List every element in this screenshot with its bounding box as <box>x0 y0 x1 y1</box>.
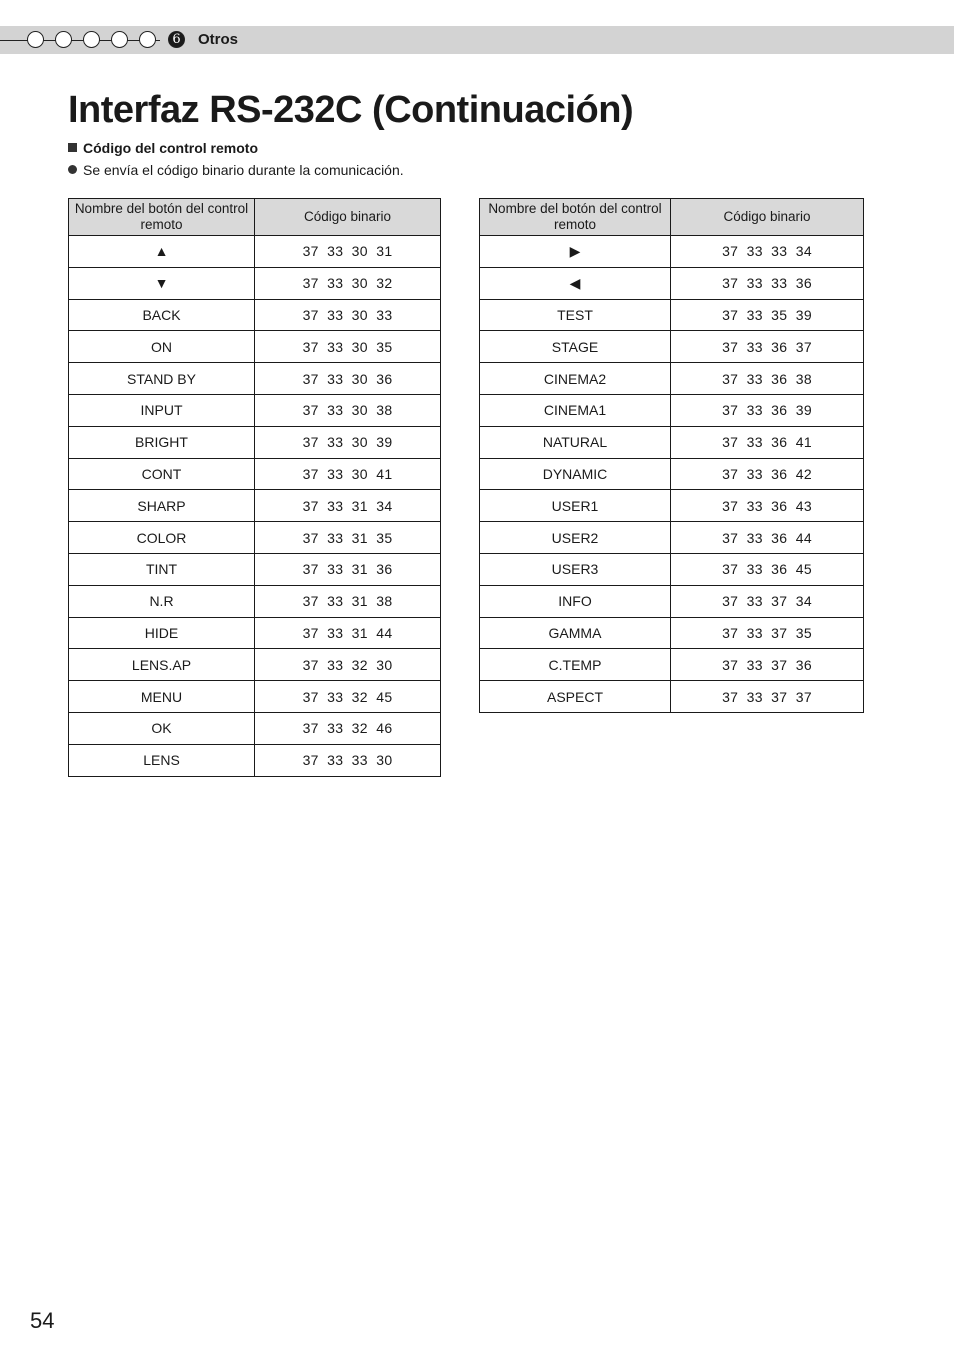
table-row <box>480 458 864 490</box>
button-name-cell: ▶ <box>480 236 671 268</box>
table-row <box>69 363 441 395</box>
table-row <box>480 649 864 681</box>
binary-code-cell: 37 33 33 30 <box>255 744 441 776</box>
table-row <box>480 299 864 331</box>
table-row <box>69 617 441 649</box>
button-name-cell: USER3 <box>480 553 671 585</box>
binary-code-cell: 37 33 30 38 <box>255 394 441 426</box>
subheading-text: Código del control remoto <box>83 140 258 156</box>
note-text: Se envía el código binario durante la comunicación. <box>83 162 404 178</box>
binary-code-cell: 37 33 32 30 <box>255 649 441 681</box>
table-row <box>69 649 441 681</box>
binary-code-cell: 37 33 30 31 <box>255 236 441 268</box>
binary-code-cell: 37 33 30 41 <box>255 458 441 490</box>
subheading <box>68 139 258 157</box>
chapter-dot-4-icon <box>111 31 128 48</box>
button-name-cell: COLOR <box>69 522 255 554</box>
table-row <box>480 490 864 522</box>
binary-code-cell: 37 33 37 34 <box>671 585 864 617</box>
table-row <box>480 617 864 649</box>
button-name-cell: LENS.AP <box>69 649 255 681</box>
binary-code-cell: 37 33 31 44 <box>255 617 441 649</box>
table-row <box>69 299 441 331</box>
header-binary-code: Código binario <box>671 199 864 236</box>
binary-code-cell: 37 33 31 38 <box>255 585 441 617</box>
binary-code-cell: 37 33 36 37 <box>671 331 864 363</box>
binary-code-cell: 37 33 35 39 <box>671 299 864 331</box>
binary-code-cell: 37 33 30 36 <box>255 363 441 395</box>
button-name-cell: OK <box>69 712 255 744</box>
button-name-cell: USER2 <box>480 522 671 554</box>
table-row <box>69 236 441 268</box>
button-name-cell: STAGE <box>480 331 671 363</box>
binary-code-cell: 37 33 32 46 <box>255 712 441 744</box>
table-row <box>480 553 864 585</box>
code-table-left <box>68 198 441 777</box>
table-row <box>480 681 864 713</box>
button-name-cell: STAND BY <box>69 363 255 395</box>
binary-code-cell: 37 33 37 36 <box>671 649 864 681</box>
binary-code-cell: 37 33 33 34 <box>671 236 864 268</box>
button-name-cell: CINEMA1 <box>480 394 671 426</box>
table-row <box>480 522 864 554</box>
table-header-row <box>69 199 441 236</box>
binary-code-cell: 37 33 32 45 <box>255 681 441 713</box>
binary-code-cell: 37 33 31 36 <box>255 553 441 585</box>
button-name-cell: USER1 <box>480 490 671 522</box>
binary-code-cell: 37 33 37 37 <box>671 681 864 713</box>
button-name-cell: C.TEMP <box>480 649 671 681</box>
square-bullet-icon <box>68 143 77 152</box>
table-row <box>69 331 441 363</box>
table-row <box>69 744 441 776</box>
button-name-cell: ◀ <box>480 267 671 299</box>
button-name-cell: INFO <box>480 585 671 617</box>
page-title: Interfaz RS-232C (Continuación) <box>68 89 634 131</box>
note <box>68 161 404 179</box>
table-row <box>480 267 864 299</box>
table-row <box>480 426 864 458</box>
chapter-dot-1-icon <box>27 31 44 48</box>
button-name-cell: TEST <box>480 299 671 331</box>
table-row <box>69 490 441 522</box>
button-name-cell: TINT <box>69 553 255 585</box>
button-name-cell: LENS <box>69 744 255 776</box>
button-name-cell: DYNAMIC <box>480 458 671 490</box>
binary-code-cell: 37 33 36 42 <box>671 458 864 490</box>
table-row <box>480 585 864 617</box>
button-name-cell: MENU <box>69 681 255 713</box>
button-name-cell: ▼ <box>69 267 255 299</box>
button-name-cell: HIDE <box>69 617 255 649</box>
chapter-progress-line <box>0 40 160 41</box>
binary-code-cell: 37 33 37 35 <box>671 617 864 649</box>
button-name-cell: BACK <box>69 299 255 331</box>
binary-code-cell: 37 33 36 38 <box>671 363 864 395</box>
chapter-number-badge: 6 <box>168 31 185 48</box>
binary-code-cell: 37 33 36 45 <box>671 553 864 585</box>
button-name-cell: ON <box>69 331 255 363</box>
table-row <box>69 712 441 744</box>
table-row <box>69 553 441 585</box>
chapter-dot-3-icon <box>83 31 100 48</box>
table-row <box>480 236 864 268</box>
chapter-dot-5-icon <box>139 31 156 48</box>
table-row <box>69 394 441 426</box>
binary-code-cell: 37 33 36 41 <box>671 426 864 458</box>
button-name-cell: BRIGHT <box>69 426 255 458</box>
button-name-cell: INPUT <box>69 394 255 426</box>
binary-code-cell: 37 33 30 39 <box>255 426 441 458</box>
button-name-cell: ASPECT <box>480 681 671 713</box>
binary-code-cell: 37 33 36 43 <box>671 490 864 522</box>
header-button-name: Nombre del botón del control remoto <box>69 199 255 236</box>
table-row <box>480 394 864 426</box>
table-row <box>69 522 441 554</box>
binary-code-cell: 37 33 33 36 <box>671 267 864 299</box>
table-row <box>69 681 441 713</box>
code-table-right <box>479 198 864 713</box>
page-number: 54 <box>30 1308 55 1333</box>
table-row <box>69 267 441 299</box>
table-header-row <box>480 199 864 236</box>
table-row <box>480 363 864 395</box>
button-name-cell: CONT <box>69 458 255 490</box>
table-row <box>69 426 441 458</box>
binary-code-cell: 37 33 36 44 <box>671 522 864 554</box>
button-name-cell: CINEMA2 <box>480 363 671 395</box>
button-name-cell: SHARP <box>69 490 255 522</box>
header-binary-code: Código binario <box>255 199 441 236</box>
table-row <box>480 331 864 363</box>
button-name-cell: N.R <box>69 585 255 617</box>
binary-code-cell: 37 33 30 35 <box>255 331 441 363</box>
binary-code-cell: 37 33 31 35 <box>255 522 441 554</box>
button-name-cell: NATURAL <box>480 426 671 458</box>
header-button-name: Nombre del botón del control remoto <box>480 199 671 236</box>
round-bullet-icon <box>68 165 77 174</box>
button-name-cell: ▲ <box>69 236 255 268</box>
section-name: Otros <box>198 31 239 48</box>
button-name-cell: GAMMA <box>480 617 671 649</box>
table-row <box>69 458 441 490</box>
binary-code-cell: 37 33 30 33 <box>255 299 441 331</box>
table-row <box>69 585 441 617</box>
binary-code-cell: 37 33 31 34 <box>255 490 441 522</box>
binary-code-cell: 37 33 30 32 <box>255 267 441 299</box>
chapter-dot-2-icon <box>55 31 72 48</box>
binary-code-cell: 37 33 36 39 <box>671 394 864 426</box>
